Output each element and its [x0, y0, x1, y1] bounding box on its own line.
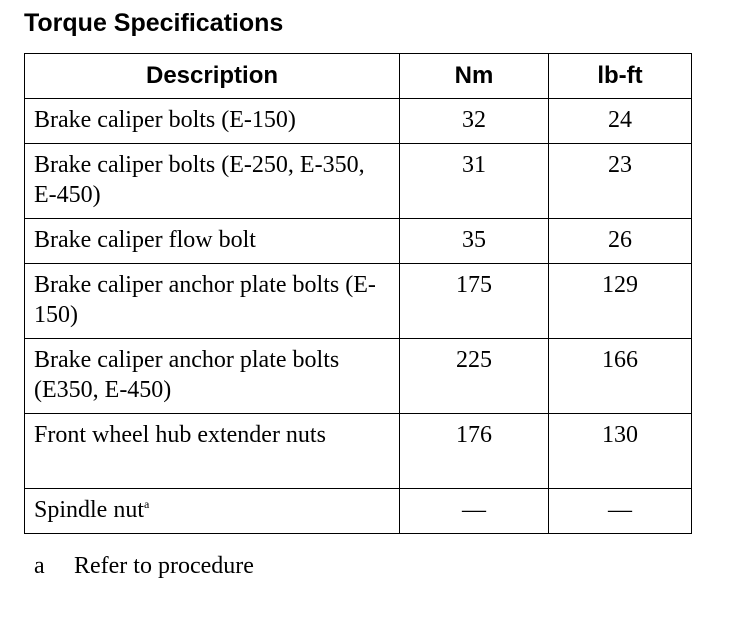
table-row	[25, 489, 692, 534]
footnote	[34, 551, 254, 581]
nm-cell: 175	[400, 264, 549, 339]
lbft-cell: 24	[549, 99, 692, 144]
lbft-cell: —	[549, 489, 692, 534]
description-cell: Brake caliper bolts (E-250, E-350, E-450)	[25, 144, 400, 219]
nm-cell: 35	[400, 219, 549, 264]
nm-cell: 31	[400, 144, 549, 219]
page-title: Torque Specifications	[24, 9, 284, 37]
table-row	[25, 144, 692, 219]
description-cell: Brake caliper bolts (E-150)	[25, 99, 400, 144]
description-cell: Brake caliper anchor plate bolts (E-150)	[25, 264, 400, 339]
lbft-cell: 129	[549, 264, 692, 339]
table-row	[25, 264, 692, 339]
nm-cell: —	[400, 489, 549, 534]
description-text: Spindle nut	[34, 497, 145, 523]
table-row	[25, 414, 692, 489]
lbft-cell: 23	[549, 144, 692, 219]
torque-spec-table	[24, 53, 692, 534]
lbft-cell: 166	[549, 339, 692, 414]
nm-cell: 32	[400, 99, 549, 144]
table-row	[25, 219, 692, 264]
footnote-reference: a	[144, 497, 150, 511]
footnote-text: Refer to procedure	[74, 553, 254, 579]
column-header-nm: Nm	[400, 54, 549, 99]
nm-cell: 225	[400, 339, 549, 414]
column-header-lbft: lb-ft	[549, 54, 692, 99]
footnote-mark: a	[34, 553, 45, 579]
description-cell: Front wheel hub extender nuts	[25, 414, 400, 489]
table-row	[25, 339, 692, 414]
lbft-cell: 26	[549, 219, 692, 264]
lbft-cell: 130	[549, 414, 692, 489]
description-cell	[25, 489, 400, 534]
table-header-row	[25, 54, 692, 99]
nm-cell: 176	[400, 414, 549, 489]
table-row	[25, 99, 692, 144]
description-cell: Brake caliper anchor plate bolts (E350, E-450)	[25, 339, 400, 414]
column-header-description: Description	[25, 54, 400, 99]
description-cell: Brake caliper flow bolt	[25, 219, 400, 264]
